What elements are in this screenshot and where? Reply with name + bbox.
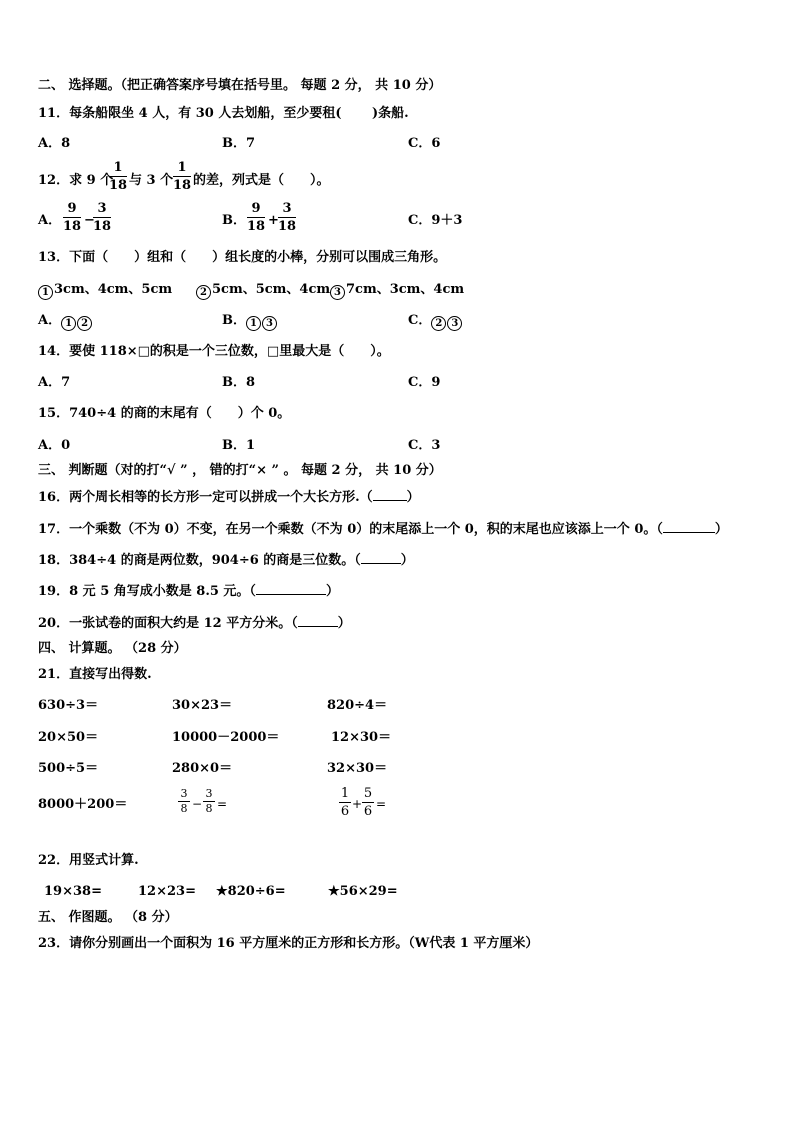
vertical-calc-item: 19×38= [44, 884, 102, 899]
numerator: 1 [177, 160, 187, 175]
group-2-lengths: 5cm、5cm、4cm [212, 282, 331, 297]
question-13: 13．下面（ ）组和（ ）组长度的小棒，分别可以围成三角形。 [38, 250, 447, 265]
numerator: 1 [113, 160, 123, 175]
denominator: 18 [278, 219, 297, 234]
denominator: 18 [63, 219, 82, 234]
denominator: 18 [173, 178, 192, 193]
circled-number-2: 2 [77, 316, 92, 331]
answer-blank[interactable] [373, 489, 407, 501]
answer-blank[interactable] [663, 521, 715, 533]
fraction-bar [93, 217, 111, 218]
denominator: 8 [180, 802, 188, 815]
q12-stem-post: 的差，列式是（ ）。 [193, 173, 330, 188]
question-text: 18．384÷4 的商是两位数，904÷6 的商是三位数。（ [38, 553, 361, 568]
calc-fraction [339, 786, 351, 819]
section-3-heading: 三、 判断题（对的打“√ ” ， 错的打“× ” 。 每题 2 分， 共 10 分） [38, 463, 442, 478]
plus-sign: + [352, 797, 363, 811]
q13-group-3 [330, 282, 464, 300]
numerator: 3 [97, 201, 107, 216]
calc-item: 280×0＝ [172, 761, 233, 776]
q12-stem-mid: 与 3 个 [129, 173, 174, 188]
q14-option-a: A．7 [38, 375, 71, 390]
option-label: A． [38, 313, 62, 328]
question-19 [38, 583, 339, 600]
group-1-lengths: 3cm、4cm、5cm [54, 282, 173, 297]
calc-item: 30×23＝ [172, 698, 233, 713]
denominator: 18 [109, 178, 128, 193]
minus-sign: − [84, 213, 95, 228]
q14-option-b: B．8 [222, 375, 256, 390]
q12-a-fraction-1 [63, 201, 81, 234]
question-22: 22．用竖式计算. [38, 853, 139, 868]
numerator: 3 [282, 201, 292, 216]
equals-sign: = [217, 797, 228, 811]
question-15: 15．740÷4 的商的末尾有（ ）个 0。 [38, 406, 291, 421]
question-11: 11．每条船限坐 4 人，有 30 人去划船，至少要租( )条船. [38, 106, 409, 121]
fraction-bar [173, 176, 191, 177]
q13-option-a [38, 313, 93, 331]
section-5-heading: 五、 作图题。 （8 分） [38, 910, 178, 925]
answer-blank[interactable] [298, 615, 338, 627]
question-14: 14．要使 118×□的积是一个三位数，□里最大是（ ）。 [38, 344, 390, 359]
q15-option-c: C．3 [408, 438, 441, 453]
q12-option-c: C．9＋3 [408, 213, 463, 228]
q12-option-a-label: A． [38, 213, 62, 228]
circled-number-2: 2 [431, 316, 446, 331]
equals-sign: = [376, 797, 387, 811]
calc-item: 10000－2000＝ [172, 730, 280, 745]
circled-number-1: 1 [61, 316, 76, 331]
vertical-calc-item: ★56×29= [328, 884, 398, 899]
q12-fraction-1 [109, 160, 127, 193]
q15-option-b: B．1 [222, 438, 256, 453]
fraction-bar [278, 217, 296, 218]
section-2-heading: 二、 选择题。（把正确答案序号填在括号里。 每题 2 分， 共 10 分） [38, 78, 442, 93]
calc-item: 8000＋200＝ [38, 797, 128, 812]
question-text: 16．两个周长相等的长方形一定可以拼成一个大长方形.（ [38, 490, 373, 505]
circled-number-1: 1 [38, 285, 53, 300]
vertical-calc-item: 12×23= [138, 884, 196, 899]
numerator: 3 [205, 787, 213, 800]
circled-number-3: 3 [330, 285, 345, 300]
question-text: 20．一张试卷的面积大约是 12 平方分米。（ [38, 616, 298, 631]
q12-b-fraction-2 [278, 201, 296, 234]
circled-number-2: 2 [196, 285, 211, 300]
vertical-calc-item: ★820÷6= [216, 884, 286, 899]
denominator: 18 [247, 219, 266, 234]
plus-sign: + [268, 213, 279, 228]
fraction-bar [247, 217, 265, 218]
close-paren: ） [325, 584, 339, 599]
calc-fraction [203, 788, 215, 815]
section-4-heading: 四、 计算题。 （28 分） [38, 641, 187, 656]
question-21: 21．直接写出得数. [38, 667, 152, 682]
calc-fraction [362, 786, 374, 819]
numerator: 1 [340, 786, 350, 801]
question-16 [38, 489, 420, 506]
group-3-lengths: 7cm、3cm、4cm [346, 282, 465, 297]
numerator: 5 [363, 786, 373, 801]
denominator: 8 [205, 802, 213, 815]
q12-a-fraction-2 [93, 201, 111, 234]
q15-option-a: A．0 [38, 438, 71, 453]
denominator: 18 [93, 219, 112, 234]
option-label: C． [408, 313, 432, 328]
q14-option-c: C．9 [408, 375, 441, 390]
fraction-bar [339, 802, 351, 803]
answer-blank[interactable] [361, 552, 401, 564]
fraction-bar [109, 176, 127, 177]
q11-option-b: B．7 [222, 136, 256, 151]
q11-option-a: A．8 [38, 136, 71, 151]
q13-group-2 [196, 282, 330, 300]
close-paren: ） [400, 553, 414, 568]
calc-item: 820÷4＝ [327, 698, 388, 713]
option-label: B． [222, 313, 246, 328]
close-paren: ） [337, 616, 351, 631]
fraction-bar [63, 217, 81, 218]
calc-item: 12×30＝ [331, 730, 392, 745]
numerator: 9 [67, 201, 77, 216]
q12-fraction-2 [173, 160, 191, 193]
calc-item: 20×50＝ [38, 730, 99, 745]
q12-stem-pre: 12．求 9 个 [38, 173, 114, 188]
calc-item: 630÷3＝ [38, 698, 99, 713]
q13-option-b [222, 313, 278, 331]
close-paren: ） [406, 490, 420, 505]
q13-option-c [408, 313, 463, 331]
circled-number-3: 3 [262, 316, 277, 331]
denominator: 6 [340, 804, 350, 819]
q12-option-b-label: B． [222, 213, 246, 228]
calc-fraction [178, 788, 190, 815]
numerator: 3 [180, 787, 188, 800]
question-17 [38, 521, 728, 538]
question-text: 17．一个乘数（不为 0）不变，在另一个乘数（不为 0）的末尾添上一个 0，积的末尾也应该添上一个 0。（ [38, 522, 663, 537]
answer-blank[interactable] [256, 583, 326, 595]
calc-item: 32×30＝ [327, 761, 388, 776]
close-paren: ） [714, 522, 728, 537]
q13-group-1 [38, 282, 172, 300]
denominator: 6 [363, 804, 373, 819]
question-20 [38, 615, 351, 632]
numerator: 9 [251, 201, 261, 216]
circled-number-1: 1 [246, 316, 261, 331]
q12-b-fraction-1 [247, 201, 265, 234]
question-23: 23．请你分别画出一个面积为 16 平方厘米的正方形和长方形。（W代表 1 平方厘米） [38, 936, 539, 951]
calc-item: 500÷5＝ [38, 761, 99, 776]
q11-option-c: C．6 [408, 136, 441, 151]
circled-number-3: 3 [447, 316, 462, 331]
minus-sign: − [192, 797, 203, 811]
question-18 [38, 552, 414, 569]
question-text: 19．8 元 5 角写成小数是 8.5 元。（ [38, 584, 256, 599]
fraction-bar [362, 802, 374, 803]
